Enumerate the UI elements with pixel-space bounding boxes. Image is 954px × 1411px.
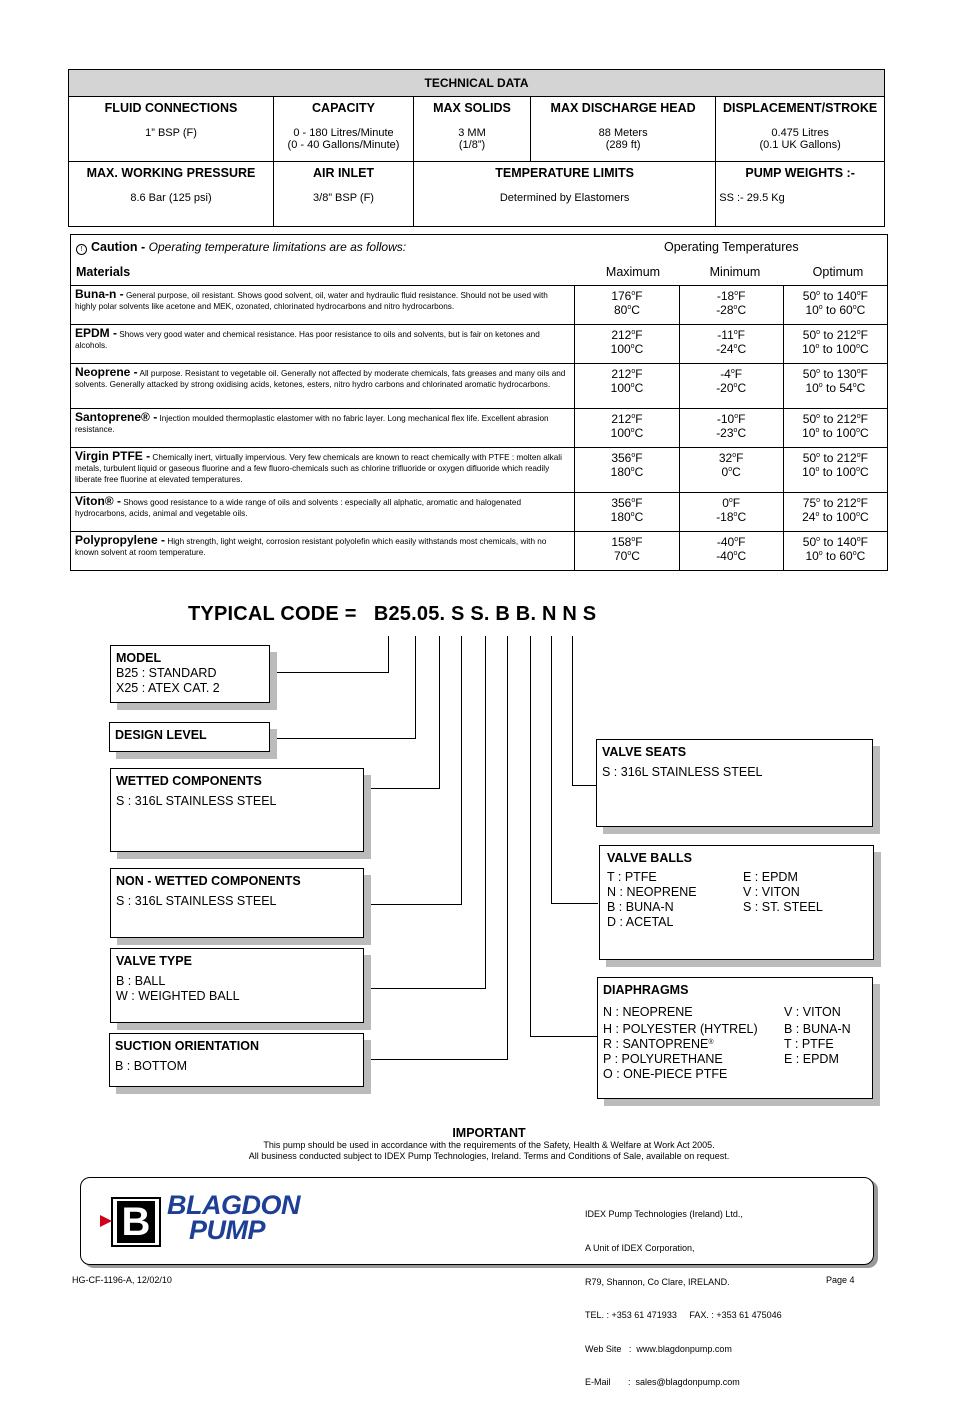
connector-line [364,1059,508,1060]
material-name: Neoprene - [75,365,138,379]
valve-type-line: W : WEIGHTED BALL [116,989,240,1003]
wetted-line: S : 316L STAINLESS STEEL [116,794,277,808]
option: B : BUNA-N [607,900,674,914]
optimum-temperature: 50$^o$ to 212$^o$F 10$^o$ to 100$^o$C [783,325,887,364]
option: N : NEOPRENE [607,885,697,899]
nonwetted-line: S : 316L STAINLESS STEEL [116,894,277,908]
logo-mark [111,1197,161,1247]
optimum-temperature: 50$^o$ to 140$^o$F 10$^o$ to 60$^o$C [783,532,887,571]
connector-line [572,785,597,786]
col-maximum: Maximum [605,265,661,279]
cell-head: DISPLACEMENT/STROKE [723,101,878,115]
min-temperature: 32$^o$F 0$^o$C [679,448,783,493]
material-description: Injection moulded thermoplastic elastomer with no fabric layer. Long mechanical flex life. Excellent abrasion resistance. [75,414,549,434]
important-title: IMPORTANT [452,1126,526,1140]
valve-balls-options [607,870,868,930]
material-name: EPDM - [75,326,117,340]
company-address [585,1187,782,1411]
caution-text: Operating temperature limitations are as follows: [148,240,407,254]
cell-value: Determined by Elastomers [499,192,630,204]
typical-code-title: TYPICAL CODE = B25.05. S S. B B. N N S [188,603,597,625]
air-inlet-cell [274,162,414,227]
connector-line [530,1036,598,1037]
logo-letter: B [117,1201,155,1243]
min-temperature: -18$^o$F -28$^o$C [679,286,783,325]
optimum-temperature: 50$^o$ to 130$^o$F 10$^o$ to 54$^o$C [783,364,887,409]
valve-seats-title: VALVE SEATS [602,745,687,759]
connector-line [415,636,416,738]
model-line: B25 : STANDARD [116,666,217,680]
logo-wordmark [167,1190,300,1245]
min-temperature: -4$^o$F -20$^o$C [679,364,783,409]
material-row [71,409,888,448]
material-description: All purpose. Resistant to vegetable oil. Generally not affected by moderate chemicals, fats greases and many oils and solvents. Generally attacked by strong oxidising acids, ketones, esters, nitro hydro carbons and chlorinated aromatic hydrocarbons. [75,369,566,389]
valve-type-line: B : BALL [116,974,166,988]
material-row [71,532,888,571]
option: V : VITON [784,1005,841,1019]
material-name: Polypropylene - [75,533,166,547]
suction-title: SUCTION ORIENTATION [115,1039,259,1053]
caution-label: Caution - [91,240,146,254]
logo-arrow-icon [100,1215,112,1227]
option: O : ONE-PIECE PTFE [603,1067,728,1081]
operating-temperatures-label: Operating Temperatures [664,240,799,254]
registered-mark: ® [708,1039,714,1046]
option: D : ACETAL [607,915,674,929]
material-row [71,364,888,409]
material-name: Virgin PTFE - [75,449,151,463]
cell-head: CAPACITY [312,101,375,115]
max-temperature: 212$^o$F 100$^o$C [575,325,679,364]
col-minimum: Minimum [709,265,761,279]
option: V : VITON [743,885,800,899]
max-temperature: 356$^o$F 180$^o$C [575,448,679,493]
connector-line [551,903,598,904]
nonwetted-title: NON - WETTED COMPONENTS [116,874,301,888]
connector-line [364,788,440,789]
option: P : POLYURETHANE [603,1052,723,1066]
materials-header [71,235,888,286]
model-line: X25 : ATEX CAT. 2 [116,681,220,695]
technical-data-title: TECHNICAL DATA [69,70,885,97]
optimum-temperature: 50$^o$ to 212$^o$F 10$^o$ to 100$^o$C [783,409,887,448]
technical-data-table [68,69,885,227]
cell-value: 1” BSP (F) [145,127,197,139]
max-temperature: 212$^o$F 100$^o$C [575,364,679,409]
material-description-cell [71,364,575,409]
valve-seats-box [596,739,873,827]
diaphragms-box [597,977,873,1099]
connector-line [507,636,508,1059]
material-row [71,325,888,364]
address-line: A Unit of IDEX Corporation, [585,1243,695,1254]
connector-line [270,672,389,673]
displacement-cell [716,97,885,162]
model-title: MODEL [116,651,162,665]
pump-weights-cell [716,162,885,227]
cell-value: SS :- 29.5 Kg [719,192,785,204]
material-description: High strength, light weight, corrosion resistant polyolefin which easily withstands most chemicals, with no known solvent at room temperature. [75,537,547,557]
material-row [71,286,888,325]
max-solids-cell [414,97,531,162]
max-temperature: 212$^o$F 100$^o$C [575,409,679,448]
optimum-temperature: 50$^o$ to 212$^o$F 10$^o$ to 100$^o$C [783,448,887,493]
connector-line [364,988,486,989]
col-optimum: Optimum [812,265,864,279]
address-line: Web Site : www.blagdonpump.com [585,1343,732,1354]
material-description-cell [71,325,575,364]
optimum-temperature: 50$^o$ to 140$^o$F 10$^o$ to 60$^o$C [783,286,887,325]
min-temperature: -40$^o$F -40$^o$C [679,532,783,571]
cell-value: 88 Meters (289 ft) [598,127,648,151]
connector-line [551,636,552,903]
cell-head: PUMP WEIGHTS :- [745,166,855,180]
min-temperature: -11$^o$F -24$^o$C [679,325,783,364]
optimum-temperature: 75$^o$ to 212$^o$F 24$^o$ to 100$^o$C [783,493,887,532]
max-discharge-cell [531,97,716,162]
option: E : EPDM [784,1052,839,1066]
max-temperature: 176$^o$F 80$^o$C [575,286,679,325]
connector-line [439,636,440,788]
design-level-box [109,722,270,752]
connector-line [485,636,486,988]
material-description-cell [71,448,575,493]
materials-label: Materials [76,265,131,279]
suction-orientation-box [109,1033,364,1087]
important-line: All business conducted subject to IDEX Pump Technologies, Ireland. Terms and Conditions of Sale, available on request. [248,1151,730,1161]
diaphragms-options [603,1005,867,1082]
valve-seats-line: S : 316L STAINLESS STEEL [602,765,763,779]
max-temperature: 356$^o$F 180$^o$C [575,493,679,532]
cell-head: TEMPERATURE LIMITS [495,166,634,180]
material-row [71,448,888,493]
material-description-cell [71,286,575,325]
cell-value: 3 MM (1/8”) [458,127,486,151]
caution-line [76,240,406,255]
min-temperature: 0$^o$F -18$^o$C [679,493,783,532]
cell-value: 3/8” BSP (F) [313,192,374,204]
address-line: E-Mail : sales@blagdonpump.com [585,1377,740,1388]
wetted-components-box [110,768,364,852]
wetted-title: WETTED COMPONENTS [116,774,262,788]
model-box [110,645,270,703]
valve-balls-box [599,845,874,960]
capacity-cell [274,97,414,162]
address-line: TEL. : +353 61 471933 FAX. : +353 61 475046 [585,1310,782,1321]
max-pressure-cell [69,162,274,227]
fluid-connections-cell [69,97,274,162]
valve-type-title: VALVE TYPE [116,954,192,968]
option: B : BUNA-N [784,1022,851,1036]
address-line: R79, Shannon, Co Clare, IRELAND. [585,1276,730,1287]
important-section [0,1126,954,1162]
material-description: Shows very good water and chemical resistance. Has poor resistance to oils and solvents, but is fair on ketones and alcohols. [75,330,540,350]
logo-line: PUMP [189,1215,266,1245]
option: T : PTFE [607,870,657,884]
cell-value: 8.6 Bar (125 psi) [130,192,212,204]
document-reference: HG-CF-1196-A, 12/02/10 [72,1275,172,1285]
valve-type-box [110,948,364,1023]
connector-line [530,636,531,1036]
material-description: Chemically inert, virtually impervious. Very few chemicals are known to react chemically with PTFE : molten alkali metals, turbulent liquid or gaseous fluorine and a few fluoro-chemicals such as chlorine trifluoride or oxygen difluoride which readily liberate free fluorine at elevated temperatures. [75,453,562,484]
material-name: Santoprene® - [75,410,158,424]
cell-head: AIR INLET [312,166,375,180]
material-description-cell [71,493,575,532]
important-line: This pump should be used in accordance with the requirements of the Safety, Health & Welfare at Work Act 2005. [263,1140,715,1150]
connector-line [461,636,462,904]
cell-value: 0 - 180 Litres/Minute (0 - 40 Gallons/Minute) [287,127,400,151]
option: S : ST. STEEL [743,900,823,914]
material-description: Shows good resistance to a wide range of oils and solvents : especially all alphatic, aromatic and halogenated hydrocarbons, acids, animal and vegetable oils. [75,498,522,518]
address-line: IDEX Pump Technologies (Ireland) Ltd., [585,1209,743,1220]
material-name: Viton® - [75,494,121,508]
min-temperature: -10$^o$F -23$^o$C [679,409,783,448]
material-name: Buna-n - [75,287,124,301]
cell-head: MAX. WORKING PRESSURE [86,166,256,180]
option: T : PTFE [784,1037,834,1051]
valve-balls-title: VALVE BALLS [607,851,692,865]
option: N : NEOPRENE [603,1005,693,1019]
material-description-cell [71,532,575,571]
connector-line [572,636,573,785]
design-level-title: DESIGN LEVEL [115,728,207,742]
cell-head: MAX DISCHARGE HEAD [550,101,696,115]
caution-icon: ! [76,244,87,255]
material-description-cell [71,409,575,448]
page-number: Page 4 [826,1275,855,1285]
diaphragms-title: DIAPHRAGMS [603,983,689,997]
non-wetted-components-box [110,868,364,938]
cell-head: MAX SOLIDS [433,101,511,115]
material-row [71,493,888,532]
connector-line [364,904,462,905]
option: R : SANTOPRENE [603,1037,709,1051]
temperature-limits-cell [414,162,716,227]
option: H : POLYESTER (HYTREL) [603,1022,758,1036]
suction-line: B : BOTTOM [115,1059,187,1073]
logo-line: BLAGDON [167,1190,300,1220]
cell-value: 0.475 Litres (0.1 UK Gallons) [759,127,841,151]
material-description: General purpose, oil resistant. Shows good solvent, oil, water and hydraulic fluid resistance. Should not be used with highly polar solvents like acetone and MEK, ozonated, chlorinated hydrocarbons and nitro hydrocarbons. [75,291,548,311]
cell-head: FLUID CONNECTIONS [104,101,238,115]
max-temperature: 158$^o$F 70$^o$C [575,532,679,571]
materials-table [70,234,888,571]
option: E : EPDM [743,870,798,884]
connector-line [388,636,389,672]
connector-line [270,738,416,739]
